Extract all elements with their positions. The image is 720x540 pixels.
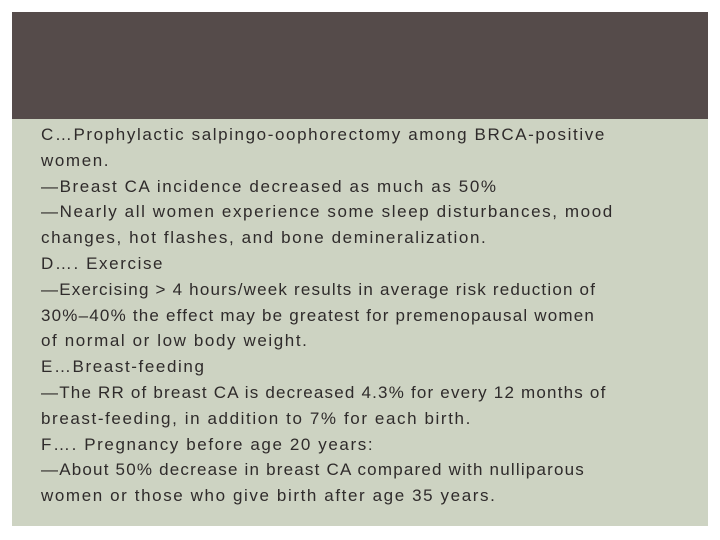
body-line: —Nearly all women experience some sleep disturbances, mood	[41, 202, 614, 222]
body-line: —Breast CA incidence decreased as much as 50%	[41, 176, 498, 196]
body-line: C…Prophylactic salpingo-oophorectomy among BRCA-positive	[41, 125, 606, 144]
body-line: women or those who give birth after age 35 years.	[41, 486, 497, 506]
slide	[12, 12, 708, 526]
slide-body-text	[41, 122, 701, 509]
body-line: changes, hot flashes, and bone demineralization.	[41, 228, 488, 248]
body-line: 30%–40% the effect may be greatest for premenopausal women	[41, 305, 596, 325]
body-line: —Exercising > 4 hours/week results in average risk reduction of	[41, 279, 597, 299]
body-line: F…. Pregnancy before age 20 years:	[41, 434, 375, 454]
body-line: E…Breast-feeding	[41, 357, 206, 377]
body-line: breast-feeding, in addition to 7% for each birth.	[41, 408, 472, 428]
body-line: women.	[41, 150, 111, 170]
body-line: —About 50% decrease in breast CA compared with nulliparous	[41, 460, 585, 480]
body-line: —The RR of breast CA is decreased 4.3% for every 12 months of	[41, 382, 607, 402]
body-line: D…. Exercise	[41, 253, 165, 273]
title-band	[12, 12, 708, 119]
body-line: of normal or low body weight.	[41, 331, 309, 351]
